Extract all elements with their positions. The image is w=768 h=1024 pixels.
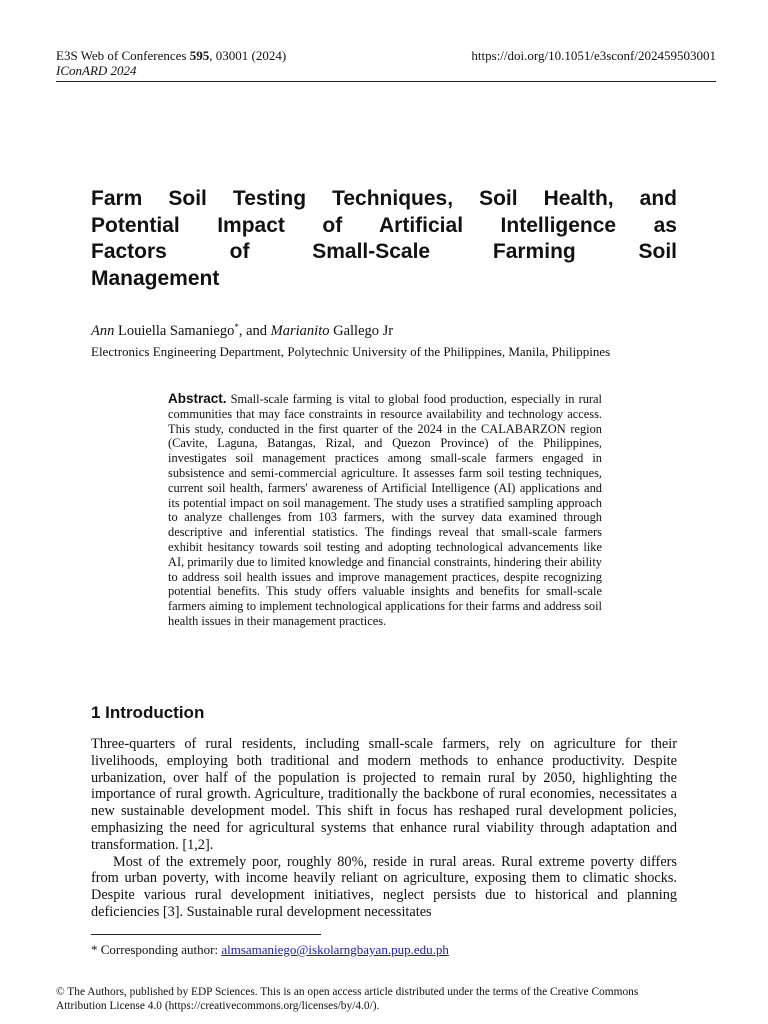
corresponding-mark: * <box>234 322 239 332</box>
conference-name: IConARD 2024 <box>56 63 137 78</box>
doi-link[interactable]: https://doi.org/10.1051/e3sconf/202459503001 <box>471 48 716 63</box>
title-line: Potential Impact of Artificial Intelligence as <box>91 213 677 237</box>
author-name: Louiella Samaniego <box>114 323 235 339</box>
section-heading: 1 Introduction <box>91 703 205 722</box>
article-number: , 03001 (2024) <box>209 48 287 63</box>
title-line: Farm Soil Testing Techniques, Soil Health, and <box>91 187 677 210</box>
abstract-text: Small-scale farming is vital to global food production, especially in rural communities that may face constraints in resource availability and technology access. This study, conducted in the first quarter of the 2024 in the CALABARZON region (Cavite, Laguna, Batangas, Rizal, and Quezon Province) of the Philippines, investigates soil management practices among small-scale farmers engaged in subsistence and semi-commercial agriculture. It assesses farm soil testing techniques, current soil health, farmers' awareness of Artificial Intelligence (AI) applications and its potential impact on soil management. The study uses a stratified sampling approach to analyze challenges from 103 farmers, with the survey data examined through descriptive and inferential statistics. The findings reveal that small-scale farmers exhibit hesitancy towards soil testing and adopting technological advancements like AI, primarily due to limited knowledge and financial constraints, hindering their ability to address soil health issues and improve management practices, despite recognizing potential benefits. This study offers valuable insights and benefits for small-scale farmers aiming to implement technological applications for their farms and address soil health issues in their management practices. <box>168 392 602 628</box>
journal-name: E3S Web of Conferences <box>56 48 190 63</box>
paragraph: Three-quarters of rural residents, including small-scale farmers, rely on agriculture for their livelihoods, employing both traditional and modern methods to enhance productivity. Despite urbanization, over half of the population is projected to remain rural by 2050, highlighting the importance of rural growth. Agriculture, traditionally the backbone of rural economies, necessitates a new sustainable development model. This shift in focus has reshaped rural development policies, emphasizing the need for agricultural systems that enhance rural viability through adaptation and transformation. [1,2]. <box>91 736 677 853</box>
paragraph: Most of the extremely poor, roughly 80%, reside in rural areas. Rural extreme poverty differs from urban poverty, with income heavily reliant on agriculture, exposing them to climatic shocks. Despite various rural development initiatives, neglect persists due to historical and planning deficiencies [3]. Sustainable rural development necessitates <box>91 853 677 920</box>
footnote-divider <box>91 934 321 935</box>
running-header <box>56 48 716 78</box>
title-line: Management <box>91 266 220 290</box>
author-list <box>91 318 393 340</box>
paper-title <box>91 186 677 292</box>
author-given-name: Marianito <box>270 323 330 339</box>
abstract <box>168 392 602 629</box>
title-line: Factors of Small-Scale Farming Soil <box>91 240 677 263</box>
affiliation: Electronics Engineering Department, Polytechnic University of the Philippines, Manila, Philippines <box>91 344 611 359</box>
footnote-label: * Corresponding author: <box>91 942 222 957</box>
journal-citation <box>56 48 286 63</box>
license-line: Attribution License 4.0 (https://creativecommons.org/licenses/by/4.0/). <box>56 1000 380 1012</box>
email-link[interactable]: almsamaniego@iskolarngbayan.pup.edu.ph <box>221 942 449 957</box>
author-separator: , and <box>238 323 271 339</box>
body-text <box>91 736 677 921</box>
license-line: © The Authors, published by EDP Sciences. This is an open access article distributed under the terms of the Creative Commons <box>56 986 639 998</box>
header-divider <box>56 81 716 82</box>
author-name: Gallego Jr <box>329 323 394 339</box>
footnote <box>91 942 449 958</box>
abstract-label: Abstract. <box>168 391 227 406</box>
author-given-name: Ann <box>91 323 115 339</box>
journal-volume: 595 <box>189 48 210 63</box>
license-notice <box>56 985 722 1013</box>
